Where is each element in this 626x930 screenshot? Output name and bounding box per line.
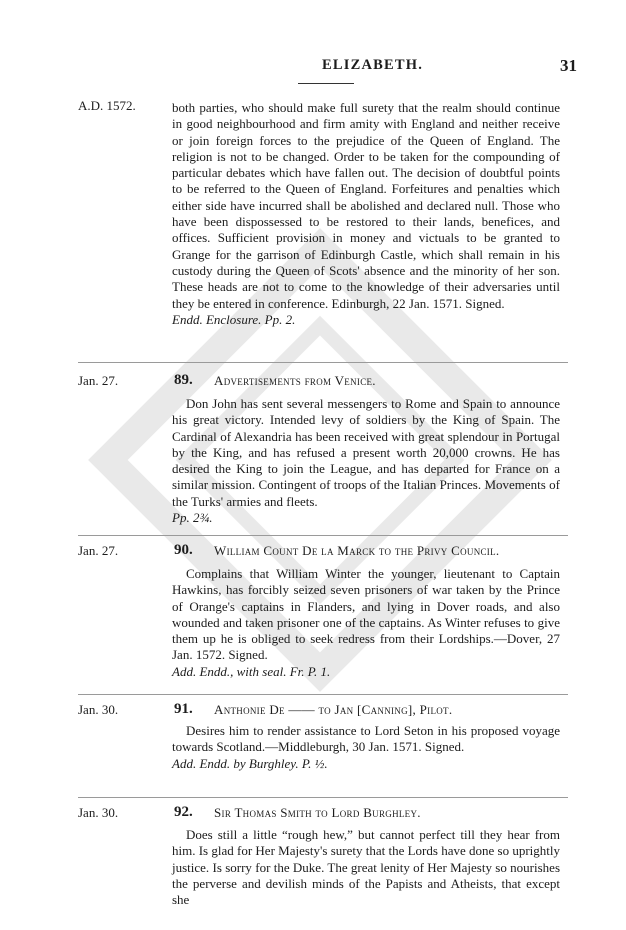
entry-89-body: [172, 396, 560, 526]
entry-90-body: [172, 566, 560, 680]
continuation-block: [172, 100, 560, 328]
running-head: [0, 57, 626, 79]
entry-meta: Add. Endd., with seal. Fr. P. 1.: [172, 663, 331, 679]
margin-year: A.D. 1572.: [78, 98, 136, 113]
entry-92-head: [78, 805, 568, 823]
entry-date: Jan. 30.: [78, 702, 119, 717]
entry-title: Anthonie De —— to Jan [Canning], Pilot.: [214, 702, 453, 717]
entry-title: Advertisements from Venice.: [214, 373, 376, 388]
continuation-meta: Endd. Enclosure. Pp. 2.: [172, 311, 296, 327]
entry-number: 90.: [174, 542, 193, 558]
entry-divider: [78, 694, 568, 695]
running-title: ELIZABETH.: [322, 57, 424, 73]
entry-text: Desires him to render assistance to Lord Seton in his proposed voyage towards Scotland.—Middleburgh, 30 Jan. 1571. Signed.: [172, 723, 560, 755]
entry-divider: [78, 362, 568, 363]
entry-divider: [78, 797, 568, 798]
entry-title: Sir Thomas Smith to Lord Burghley.: [214, 805, 421, 820]
entry-meta: Add. Endd. by Burghley. P. ½.: [172, 755, 328, 771]
entry-number: 92.: [174, 804, 193, 820]
entry-title: William Count De la Marck to the Privy Council.: [214, 543, 500, 558]
entry-number: 89.: [174, 372, 193, 388]
entry-date: Jan. 27.: [78, 543, 119, 558]
page-number: 31: [560, 56, 577, 75]
entry-date: Jan. 30.: [78, 805, 119, 820]
entry-meta: Pp. 2¾.: [172, 510, 213, 526]
entry-divider: [78, 535, 568, 536]
entry-text: Does still a little “rough hew,” but cannot perfect till they hear from him. Is glad for Her Majesty's surety that the Lords have done so uprightly justice. Is sorry for the Duke. The great lenity of Her Majesty so nourishes the perverse and devilish minds of the Papists and Atheists, that except she: [172, 827, 560, 908]
entry-number: 91.: [174, 701, 193, 717]
entry-89-head: [78, 373, 568, 391]
entry-text: Complains that William Winter the younger, lieutenant to Captain Hawkins, has forcibly seized seven prisoners of war taken by the Prince of Orange's captains in Flanders, and lying in Dover roads, and also wounded and taken prisoner one of the captains. As Winter refuses to give them up he is obliged to seek redress from their Lordships.—Dover, 27 Jan. 1572. Signed.: [172, 566, 560, 663]
continuation-text: both parties, who should make full surety that the realm should continue in good neighbourhood and firm amity with England and neither receive or join foreign forces to the prejudice of the Queen of England. The religion is not to be changed. Order to be taken for the compounding of particular debates which have fallen out. The decision of doubtful points to be referred to the Queen of England. Forfeitures and penalties which either side have incurred shall be abolished and declared null. Those who have been dispossessed to be restored to their lands, benefices, and offices. Sufficient provision in money and victuals to be granted to Grange for the garrison of Edinburgh Castle, which shall remain in his custody during the Queen of Scots' absence and the minority of her son. These heads are not to come to the knowledge of their adversaries until they be entered in conference. Edinburgh, 22 Jan. 1571. Signed.: [172, 100, 560, 311]
entry-date: Jan. 27.: [78, 373, 119, 388]
entry-92-body: [172, 827, 560, 908]
entry-91-head: [78, 702, 568, 720]
header-rule: [298, 83, 354, 84]
entry-text: Don John has sent several messengers to Rome and Spain to announce his great victory. Intended levy of soldiers by the King of Spain. The Cardinal of Alexandria has been received with great splendour in Portugal by the King, and has refused a present worth 20,000 crowns. He has desired the King to join the League, and has departed for France on a similar mission. Contingent of troops of the Italian Princes. Movements of the Turks' armies and fleets.: [172, 396, 560, 509]
entry-91-body: [172, 723, 560, 772]
entry-90-head: [78, 543, 568, 561]
